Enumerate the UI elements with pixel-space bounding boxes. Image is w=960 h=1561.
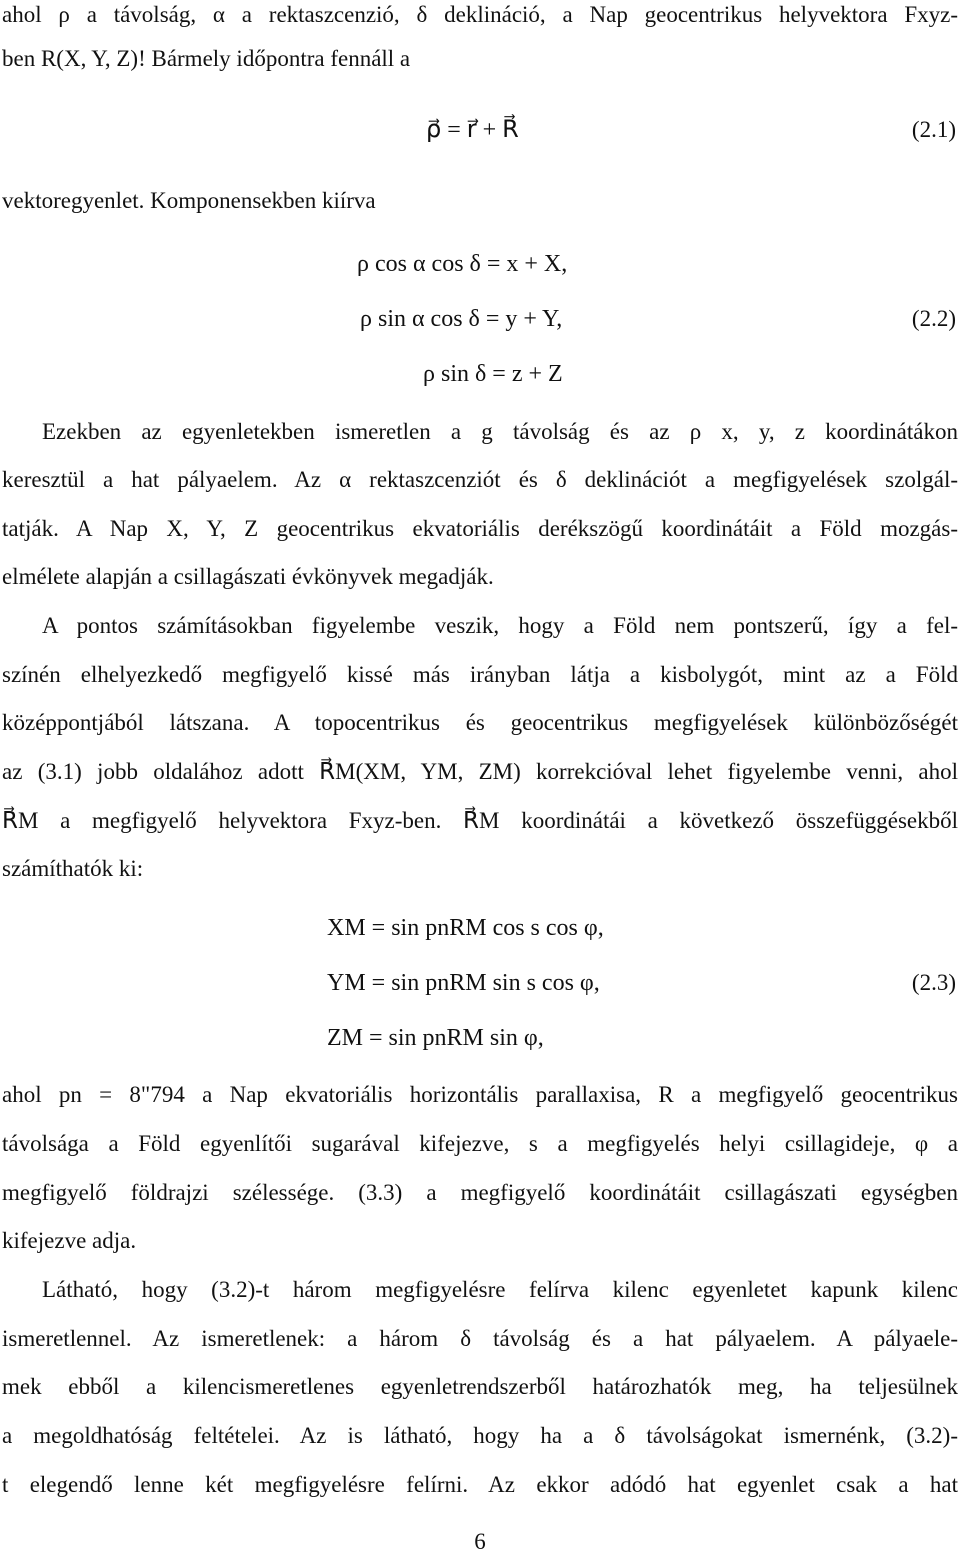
equation-number: (2.2) bbox=[911, 306, 956, 331]
text-line: távolsága a Föld egyenlítői sugarával kifejezve, s a megfigyelés helyi csillagideje, φ a bbox=[2, 1131, 958, 1156]
text-line: középpontjából látszana. A topocentrikus és geocentrikus megfigyelések különbözőségét bbox=[2, 710, 958, 735]
text-line: mek ebből a kilencismeretlenes egyenletrendszerből határozhatók meg, ha teljesülnek bbox=[2, 1374, 958, 1399]
text-line: Látható, hogy (3.2)-t három megfigyelésre felírva kilenc egyenletet kapunk kilenc bbox=[42, 1277, 958, 1302]
text-line: az (3.1) jobb oldalához adott R⃗M(XM, YM, ZM) korrekcióval lehet figyelembe venni, ahol bbox=[2, 759, 958, 784]
text-line: a megoldhatóság feltételei. Az is látható, hogy ha a δ távolságokat ismernénk, (3.2)- bbox=[2, 1423, 958, 1448]
text-line: t elegendő lenne két megfigyelésre felírni. Az ekkor adódó hat egyenlet csak a hat bbox=[2, 1472, 958, 1497]
text-line: ismeretlennel. Az ismeretlenek: a három δ távolság és a hat pályaelem. A pályaele- bbox=[2, 1326, 958, 1351]
equation-line: ρ sin α cos δ = y + Y, bbox=[360, 306, 563, 332]
text-line: vektoregyenlet. Komponensekben kiírva bbox=[2, 188, 376, 213]
text-line: elmélete alapján a csillagászati évkönyvek megadják. bbox=[2, 564, 494, 589]
text-line: Ezekben az egyenletekben ismeretlen a g távolság és az ρ x, y, z koordinátákon bbox=[42, 419, 958, 444]
text-line: színén elhelyezkedő megfigyelő kissé más irányban látja a kisbolygót, mint az a Föld bbox=[2, 662, 958, 687]
text-line: kifejezve adja. bbox=[2, 1228, 137, 1253]
text-line: számíthatók ki: bbox=[2, 856, 144, 881]
equation-line: ρ cos α cos δ = x + X, bbox=[357, 251, 568, 277]
text-line: A pontos számításokban figyelembe veszik, hogy a Föld nem pontszerű, így a fel- bbox=[42, 613, 958, 638]
equation-line: YM = sin pnRM sin s cos φ, bbox=[327, 970, 600, 996]
equation-line: XM = sin pnRM cos s cos φ, bbox=[327, 915, 604, 941]
text-line: keresztül a hat pályaelem. Az α rektaszcenziót és δ deklinációt a megfigyelések szolgál- bbox=[2, 467, 958, 492]
equation-line: ZM = sin pnRM sin φ, bbox=[327, 1025, 544, 1051]
text-line: ahol ρ a távolság, α a rektaszcenzió, δ deklináció, a Nap geocentrikus helyvektora Fxyz- bbox=[2, 2, 958, 27]
text-line: ben R(X, Y, Z)! Bármely időpontra fennáll a bbox=[2, 46, 411, 71]
equation-number: (2.1) bbox=[911, 117, 956, 142]
equation-2-1: ρ⃗ = r⃗ + R⃗ bbox=[426, 117, 519, 143]
text-line: tatják. A Nap X, Y, Z geocentrikus ekvatoriális derékszögű koordinátáit a Föld mozgás- bbox=[2, 516, 958, 541]
text-line: megfigyelő földrajzi szélessége. (3.3) a megfigyelő koordinátáit csillagászati egységben bbox=[2, 1180, 958, 1205]
text-line: R⃗M a megfigyelő helyvektora Fxyz-ben. R⃗M koordinátái a következő összefüggésekből bbox=[2, 808, 958, 833]
equation-number: (2.3) bbox=[911, 970, 956, 995]
page-number: 6 bbox=[474, 1529, 486, 1554]
equation-line: ρ sin δ = z + Z bbox=[423, 361, 563, 387]
text-line: ahol pn = 8"794 a Nap ekvatoriális horizontális parallaxisa, R a megfigyelő geocentrikus bbox=[2, 1082, 958, 1107]
